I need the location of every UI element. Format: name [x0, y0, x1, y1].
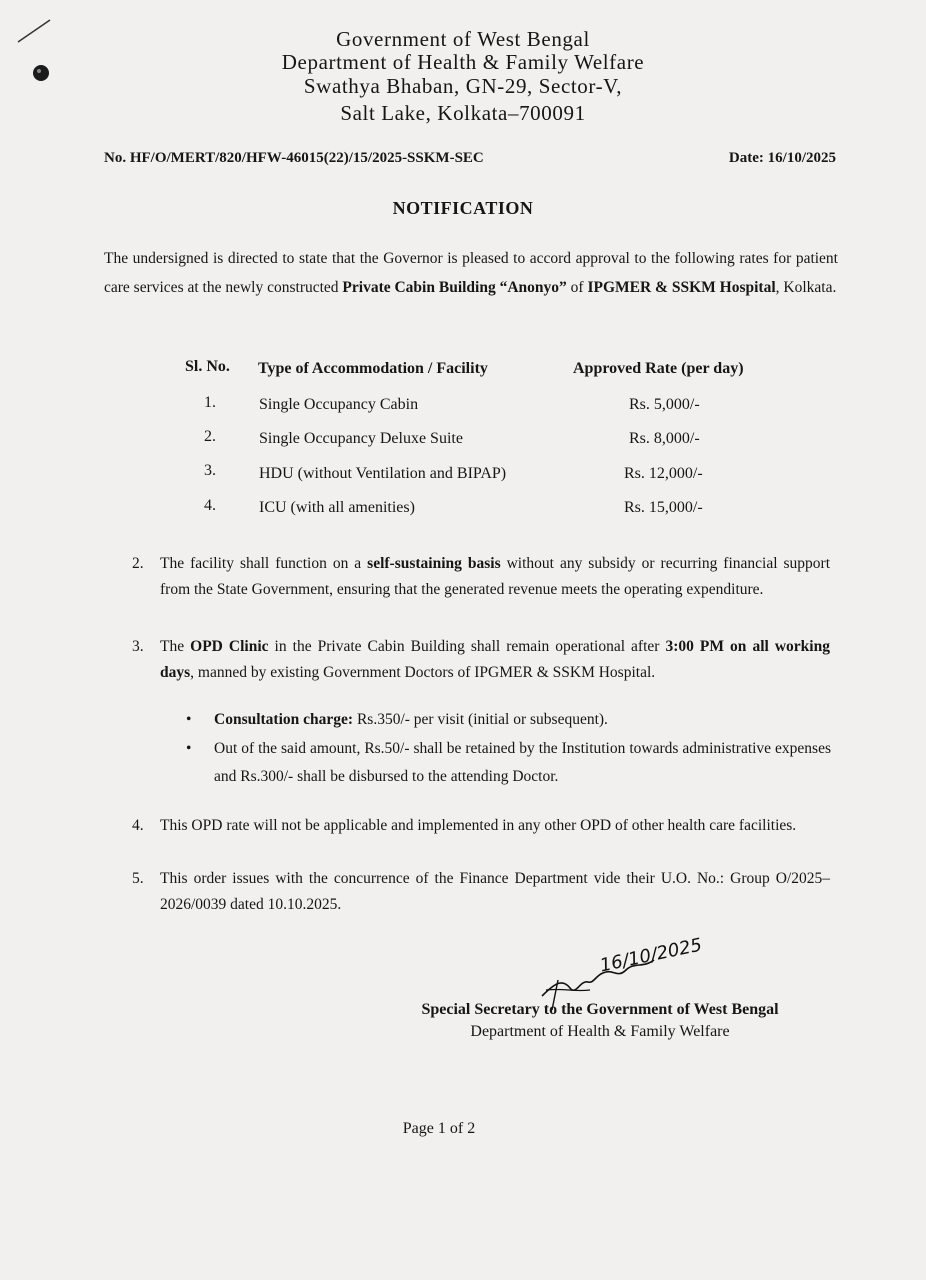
table-row-1-sl: 1.	[204, 394, 216, 411]
intro-text-1: The undersigned is directed to state that the Governor is pleased to accord approval to the following rates for patient care services at the newly constructed	[104, 250, 838, 296]
header-line-department: Department of Health & Family Welfare	[281, 50, 645, 74]
table-row-4-sl: 4.	[204, 497, 216, 514]
bullet-1-dot: •	[186, 711, 192, 728]
table-row-2-type: Single Occupancy Deluxe Suite	[259, 430, 463, 447]
intro-paragraph	[104, 244, 838, 302]
table-row-1-type: Single Occupancy Cabin	[259, 396, 419, 413]
point-3-text-a: The	[160, 638, 191, 655]
table-row-3-rate: Rs. 12,000/-	[624, 465, 703, 482]
point-2-text-a: The facility shall function on a	[160, 555, 368, 572]
point-2-bold: self-sustaining basis	[367, 555, 501, 572]
table-row-3-sl: 3.	[204, 462, 216, 479]
bullet-1-rest: Rs.350/- per visit (initial or subsequent).	[353, 711, 608, 728]
page-title: NOTIFICATION	[392, 198, 534, 218]
signatory-designation: Special Secretary to the Government of West Bengal	[421, 1001, 779, 1018]
point-3	[132, 634, 830, 686]
point-3-number: 3.	[132, 638, 144, 655]
bullet-2-text: Out of the said amount, Rs.50/- shall be retained by the Institution towards administrative expenses and Rs.300/- shall be disbursed to the attending Doctor.	[214, 740, 831, 785]
table-row-1-rate: Rs. 5,000/-	[629, 396, 700, 413]
point-2-text	[160, 551, 830, 603]
point-4-number: 4.	[132, 817, 144, 834]
table-header-sl: Sl. No.	[185, 358, 230, 375]
bullet-1-bold: Consultation charge:	[214, 711, 354, 728]
memo-date: Date: 16/10/2025	[728, 150, 836, 166]
table-header-rate: Approved Rate (per day)	[573, 360, 744, 377]
bullet-1-text	[214, 706, 831, 734]
point-3-opd-clinic: OPD Clinic	[190, 638, 269, 655]
table-row-4-type: ICU (with all amenities)	[259, 499, 415, 516]
bullet-fee-split	[186, 735, 831, 791]
table-header-type: Type of Accommodation / Facility	[258, 360, 488, 377]
point-3-timing: 3:00 PM on all working days	[160, 638, 830, 681]
point-4	[132, 813, 830, 839]
header-line-address: Swathya Bhaban, GN-29, Sector-V,	[303, 74, 623, 98]
bullet-2-dot: •	[186, 740, 192, 757]
table-row-4-rate: Rs. 15,000/-	[624, 499, 703, 516]
point-2	[132, 551, 830, 603]
header-line-government: Government of West Bengal	[336, 27, 590, 51]
handwritten-date: 16/10/2025	[598, 934, 704, 977]
page-number: Page 1 of 2	[402, 1120, 476, 1137]
intro-text-2: of	[566, 279, 588, 296]
point-3-text-c: in the Private Cabin Building shall remain operational after	[268, 638, 666, 655]
point-2-number: 2.	[132, 555, 144, 572]
point-3-text-e: , manned by existing Government Doctors of IPGMER & SSKM Hospital.	[190, 664, 656, 681]
point-5	[132, 866, 830, 918]
signatory-department: Department of Health & Family Welfare	[470, 1023, 730, 1040]
intro-hospital-name: IPGMER & SSKM Hospital	[587, 279, 776, 296]
point-4-text: This OPD rate will not be applicable and implemented in any other OPD of other health care facilities.	[160, 817, 797, 834]
bullet-consultation-charge	[186, 706, 831, 734]
point-2-text-c: without any subsidy or recurring financial support from the State Government, ensuring that the generated revenue meets the operating expenditure.	[160, 555, 830, 598]
header-line-city: Salt Lake, Kolkata–700091	[340, 101, 586, 125]
point-5-number: 5.	[132, 870, 144, 887]
table-row-2-rate: Rs. 8,000/-	[629, 430, 700, 447]
memo-number: No. HF/O/MERT/820/HFW-46015(22)/15/2025-SSKM-SEC	[104, 150, 484, 166]
point-3-text	[160, 634, 830, 686]
intro-text-3: , Kolkata.	[775, 279, 837, 296]
point-5-text: This order issues with the concurrence of the Finance Department vide their U.O. No.: Group O/2025–2026/0039 dated 10.10.2025.	[160, 870, 830, 913]
table-row-3-type: HDU (without Ventilation and BIPAP)	[259, 465, 507, 482]
intro-building-name: Private Cabin Building “Anonyo”	[342, 279, 567, 296]
table-row-2-sl: 2.	[204, 428, 216, 445]
